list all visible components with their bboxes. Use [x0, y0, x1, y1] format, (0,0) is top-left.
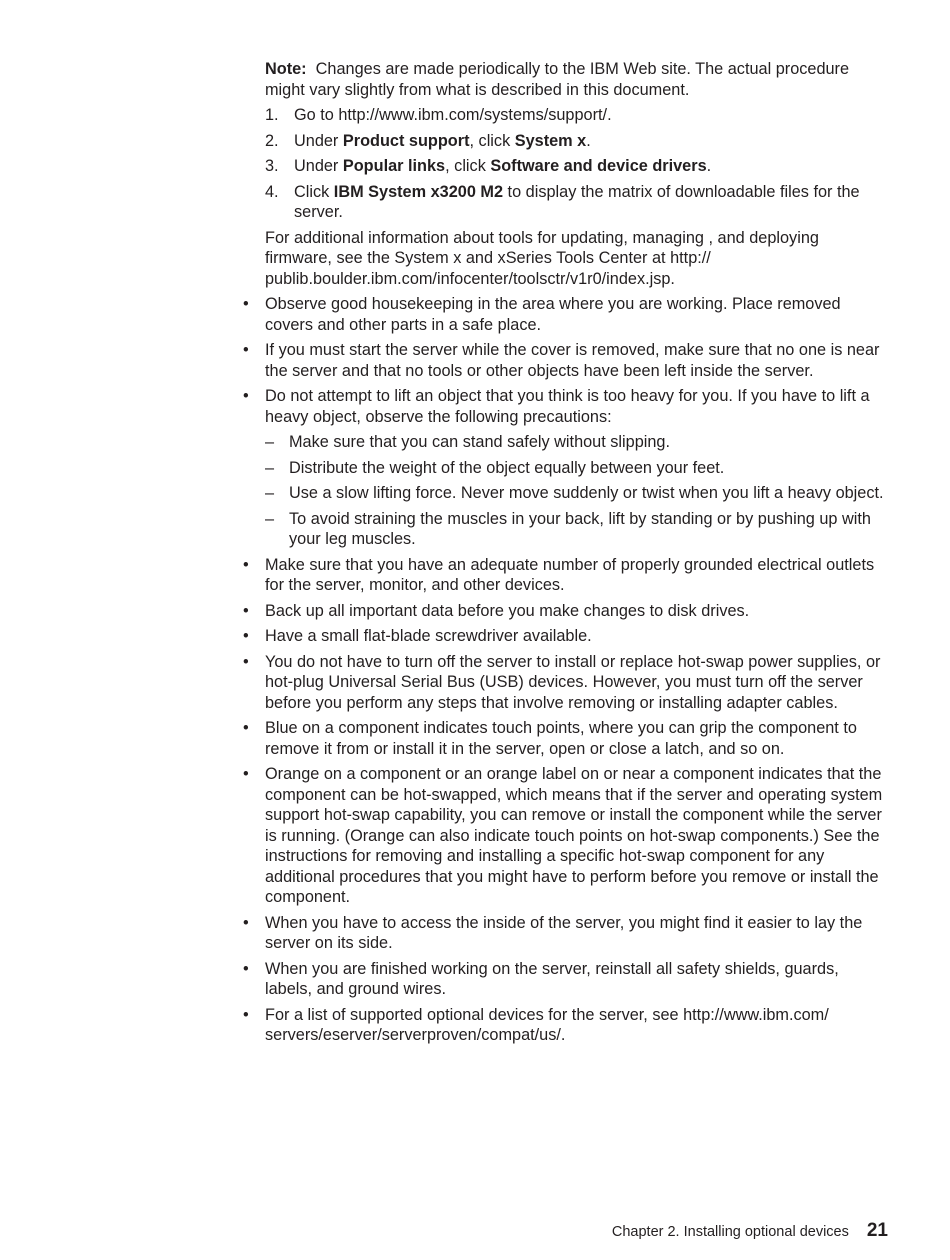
bullet-text: Back up all important data before you make changes to disk drives. — [265, 601, 750, 620]
dash-item — [265, 509, 890, 550]
bullet-marker: • — [243, 387, 249, 405]
dash-item — [265, 458, 890, 479]
bullet-marker: • — [243, 913, 249, 932]
step-item — [265, 156, 890, 177]
bullet-marker: • — [243, 555, 249, 574]
step-item — [265, 131, 890, 152]
step-bold-text: Software and device drivers — [490, 157, 707, 175]
bullet-text: You do not have to turn off the server to install or replace hot-swap power supplies, or hot-plug Universal Serial Bus (USB) devices. However, you must turn off the server before you perform any steps that involve removing or installing adapter cables. — [265, 652, 881, 712]
bullet-text: Do not attempt to lift an object that you think is too heavy for you. If you have to lift a heavy object, observe the following precautions: — [265, 387, 870, 426]
bullet-item — [0, 959, 890, 1000]
step-bold-text: System x — [514, 131, 587, 150]
dash-item — [265, 483, 890, 504]
bullet-text: If you must start the server while the cover is removed, make sure that no one is near the server and that no tools or other objects have been left inside the server. — [265, 341, 880, 380]
dash-marker: – — [265, 509, 275, 528]
bullet-item — [0, 555, 890, 596]
steps-list — [0, 105, 890, 223]
step-text: , click — [445, 157, 491, 175]
bullet-item — [0, 913, 890, 954]
additional-info-paragraph: For additional information about tools for updating, managing , and deploying firmware, see the System x and xSeries Tools Center at http:// publib.boulder.ibm.com/infocenter/toolsctr/v1r0/index.jsp. — [265, 228, 819, 288]
bullet-marker: • — [243, 627, 249, 645]
bullet-marker: • — [243, 341, 249, 359]
bullet-text: Blue on a component indicates touch points, where you can grip the component to remove it from or install it in the server, open or close a latch, and so on. — [265, 719, 857, 758]
bullet-item — [0, 294, 890, 335]
dash-marker: – — [265, 458, 275, 477]
bullet-item — [0, 1005, 890, 1046]
lift-precautions-list — [265, 432, 890, 550]
bullet-marker: • — [243, 959, 249, 978]
page-footer — [612, 1221, 888, 1243]
bullet-text: When you are finished working on the server, reinstall all safety shields, guards, labels, and ground wires. — [265, 959, 839, 998]
step-bold-text: Product support — [342, 131, 470, 150]
step-item — [265, 182, 890, 223]
dash-marker: – — [265, 484, 275, 502]
footer-chapter-title: Chapter 2. Installing optional devices — [611, 1224, 849, 1240]
bullet-item — [0, 601, 890, 622]
step-text: to display the matrix of downloadable files for the server. — [294, 182, 860, 221]
document-body — [0, 59, 950, 1051]
note-label: Note: — [265, 60, 307, 78]
step-text: Click — [294, 182, 334, 201]
bullet-marker: • — [243, 765, 249, 783]
bullet-text: Make sure that you have an adequate number of properly grounded electrical outlets for the server, monitor, and other devices. — [265, 555, 875, 594]
bullet-item — [0, 626, 890, 647]
bullet-item — [0, 340, 890, 381]
bullet-item — [0, 764, 890, 908]
step-number: 3. — [265, 157, 279, 175]
step-text: , click — [469, 131, 515, 150]
step-number: 2. — [265, 131, 279, 150]
bullet-text: Orange on a component or an orange label on or near a component indicates that the component can be hot-swapped, which means that if the server and operating system support hot-swap capability, you can remove or install the component while the server is running. (Orange can also indicate touch points on hot-swap components.) See the instructions for removing and installing a specific hot-swap component for any additional procedures that you might have to perform before you remove or install the component. — [265, 765, 883, 906]
bullet-marker: • — [243, 1005, 249, 1024]
step-number: 4. — [265, 182, 279, 201]
bullet-marker: • — [243, 601, 249, 620]
step-number: 1. — [265, 106, 279, 124]
step-text: Under — [294, 157, 343, 175]
dash-text: Use a slow lifting force. Never move suddenly or twist when you lift a heavy object. — [289, 484, 884, 502]
bullet-text: Have a small flat-blade screwdriver available. — [265, 627, 592, 645]
step-bold-text: IBM System x3200 M2 — [333, 182, 504, 201]
bullet-text: For a list of supported optional devices for the server, see http://www.ibm.com/ servers/eserver/serverproven/compat/us/. — [265, 1005, 829, 1044]
step-text: Under — [294, 131, 343, 150]
bullet-text: When you have to access the inside of the server, you might find it easier to lay the server on its side. — [265, 913, 863, 952]
dash-text: Distribute the weight of the object equally between your feet. — [289, 458, 725, 477]
step-bold-text: Popular links — [342, 157, 446, 175]
step-text: Go to http://www.ibm.com/systems/support/. — [294, 106, 612, 124]
bullet-item — [0, 718, 890, 759]
bullet-marker: • — [243, 719, 249, 737]
dash-marker: – — [265, 433, 275, 451]
step-text: . — [706, 157, 712, 175]
note-paragraph — [0, 59, 890, 100]
bullet-marker: • — [243, 652, 249, 671]
bullet-item — [0, 652, 890, 714]
step-text: . — [586, 131, 591, 150]
page-number: 21 — [866, 1220, 888, 1241]
dash-text: To avoid straining the muscles in your back, lift by standing or by pushing up with your leg muscles. — [289, 509, 871, 548]
step-item — [265, 105, 890, 126]
dash-text: Make sure that you can stand safely without slipping. — [289, 433, 671, 451]
note-text: Changes are made periodically to the IBM Web site. The actual procedure might vary slightly from what is described in this document. — [265, 60, 850, 99]
dash-item — [265, 432, 890, 453]
bullet-text: Observe good housekeeping in the area where you are working. Place removed covers and other parts in a safe place. — [265, 295, 841, 334]
bullet-marker: • — [243, 295, 249, 313]
bullet-item — [0, 386, 890, 550]
